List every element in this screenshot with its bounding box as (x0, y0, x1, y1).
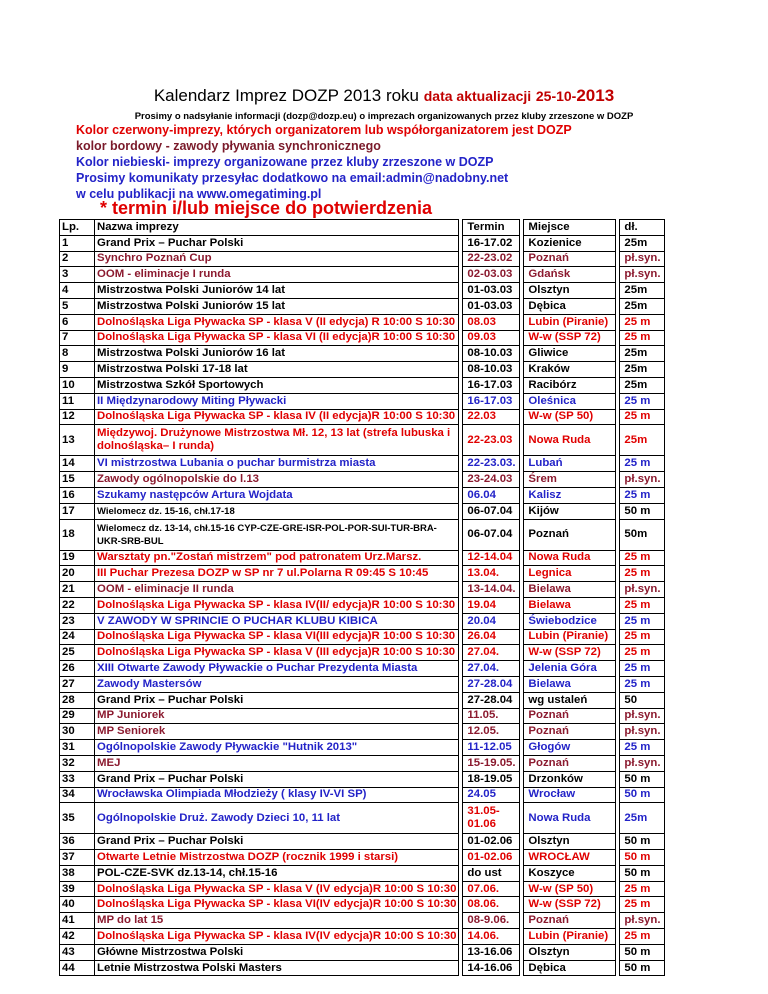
row-lp: 29 (60, 708, 95, 724)
row-term: 22.03 (463, 409, 520, 425)
table-row (60, 472, 665, 488)
row-name: OOM - eliminacje I runda (95, 267, 459, 283)
row-lp: 32 (60, 755, 95, 771)
row-place: Wrocław (524, 787, 616, 803)
table-row (60, 582, 665, 598)
row-lp: 36 (60, 834, 95, 850)
table-row (60, 771, 665, 787)
row-length: 50 (620, 692, 665, 708)
legend-line-publication: w celu publikacji na www.omegatiming.pl (76, 187, 322, 201)
table-row (60, 740, 665, 756)
row-name: Dolnośląska Liga Pływacka SP - klasa IV(IV edycja)R 10:00 S 10:30 (95, 929, 459, 945)
row-name: Mistrzostwa Polski Juniorów 14 lat (95, 283, 459, 299)
row-place: Lubań (524, 456, 616, 472)
row-lp: 25 (60, 645, 95, 661)
row-term: 24.05 (463, 787, 520, 803)
row-length: 25 m (620, 330, 665, 346)
row-name: Międzywoj. Drużynowe Mistrzostwa Mł. 12, 13 lat (strefa lubuska i dolnośląska– I runda) (95, 425, 459, 456)
row-term: 12-14.04 (463, 550, 520, 566)
row-term: 15-19.05. (463, 755, 520, 771)
table-row (60, 676, 665, 692)
row-name: II Międzynarodowy Miting Pływacki (95, 393, 459, 409)
row-term: 16-17.03 (463, 393, 520, 409)
row-place: Olsztyn (524, 944, 616, 960)
row-length: 25 m (620, 645, 665, 661)
row-term: 07.06. (463, 881, 520, 897)
row-term: 14.06. (463, 929, 520, 945)
row-name: Dolnośląska Liga Pływacka SP - klasa VI(III edycja)R 10:00 S 10:30 (95, 629, 459, 645)
row-lp: 19 (60, 550, 95, 566)
row-term: 13-16.06 (463, 944, 520, 960)
row-length: 25 m (620, 314, 665, 330)
row-name: Letnie Mistrzostwa Polski Masters (95, 960, 459, 976)
row-name: VI mistrzostwa Lubania o puchar burmistrza miasta (95, 456, 459, 472)
row-name: Grand Prix – Puchar Polski (95, 771, 459, 787)
col-header-lp: Lp. (60, 220, 95, 236)
col-header-name: Nazwa imprezy (95, 220, 459, 236)
row-lp: 37 (60, 850, 95, 866)
row-name: MP Juniorek (95, 708, 459, 724)
row-lp: 28 (60, 692, 95, 708)
table-row (60, 960, 665, 976)
row-place: Poznań (524, 251, 616, 267)
row-place: Legnica (524, 566, 616, 582)
row-term: 08-10.03 (463, 346, 520, 362)
row-lp: 14 (60, 456, 95, 472)
row-place: Drzonków (524, 771, 616, 787)
row-name: Wrocławska Olimpiada Młodzieży ( klasy IV-VI SP) (95, 787, 459, 803)
row-term: 12.05. (463, 724, 520, 740)
table-row (60, 235, 665, 251)
confirm-note: * termin i/lub miejsce do potwierdzenia (100, 198, 433, 218)
row-name: Synchro Poznań Cup (95, 251, 459, 267)
row-name: Grand Prix – Puchar Polski (95, 692, 459, 708)
row-place: W-w (SSP 72) (524, 897, 616, 913)
row-length: 50 m (620, 503, 665, 519)
row-lp: 35 (60, 803, 95, 834)
row-lp: 39 (60, 881, 95, 897)
table-row (60, 834, 665, 850)
row-length: 50 m (620, 944, 665, 960)
row-place: W-w (SP 50) (524, 881, 616, 897)
row-lp: 5 (60, 298, 95, 314)
row-place: wg ustaleń (524, 692, 616, 708)
row-term: 19.04 (463, 597, 520, 613)
table-row (60, 661, 665, 677)
table-row (60, 566, 665, 582)
row-place: Bielawa (524, 582, 616, 598)
row-lp: 1 (60, 235, 95, 251)
row-length: 25 m (620, 881, 665, 897)
row-lp: 13 (60, 425, 95, 456)
row-place: Poznań (524, 755, 616, 771)
row-name: Grand Prix – Puchar Polski (95, 834, 459, 850)
row-name: Szukamy następców Artura Wojdata (95, 487, 459, 503)
row-lp: 42 (60, 929, 95, 945)
update-date: 25-10- (535, 88, 577, 104)
row-place: Nowa Ruda (524, 425, 616, 456)
row-name: POL-CZE-SVK dz.13-14, chł.15-16 (95, 865, 459, 881)
row-length: pł.syn. (620, 267, 665, 283)
row-lp: 22 (60, 597, 95, 613)
row-place: Bielawa (524, 597, 616, 613)
row-name: Ogólnopolskie Druż. Zawody Dzieci 10, 11 lat (95, 803, 459, 834)
row-place: Nowa Ruda (524, 550, 616, 566)
row-length: 25 m (620, 613, 665, 629)
row-name: XIII Otwarte Zawody Pływackie o Puchar Prezydenta Miasta (95, 661, 459, 677)
row-lp: 33 (60, 771, 95, 787)
row-place: Poznań (524, 724, 616, 740)
row-length: pł.syn. (620, 472, 665, 488)
row-name: MP Seniorek (95, 724, 459, 740)
row-lp: 6 (60, 314, 95, 330)
table-row (60, 708, 665, 724)
row-length: 50 m (620, 865, 665, 881)
col-header-length: dł. (620, 220, 665, 236)
row-place: Dębica (524, 960, 616, 976)
row-place: Nowa Ruda (524, 803, 616, 834)
row-term: 20.04 (463, 613, 520, 629)
row-term: 01-02.06 (463, 850, 520, 866)
row-term: 13-14.04. (463, 582, 520, 598)
row-length: 50 m (620, 834, 665, 850)
row-length: 25m (620, 298, 665, 314)
row-place: W-w (SP 50) (524, 409, 616, 425)
subtitle: Prosimy o nadsyłanie informacji (dozp@dozp.eu) o imprezach organizowanych przez kluby zrzeszone w DOZP (134, 111, 634, 122)
row-name: Dolnośląska Liga Pływacka SP - klasa IV (II edycja)R 10:00 S 10:30 (95, 409, 459, 425)
row-lp: 11 (60, 393, 95, 409)
row-length: 25 m (620, 929, 665, 945)
row-lp: 41 (60, 913, 95, 929)
row-lp: 27 (60, 676, 95, 692)
row-name: Dolnośląska Liga Pływacka SP - klasa IV(II/ edycja)R 10:00 S 10:30 (95, 597, 459, 613)
row-place: Śrem (524, 472, 616, 488)
row-length: 25m (620, 283, 665, 299)
row-name: Mistrzostwa Szkół Sportowych (95, 377, 459, 393)
table-row (60, 425, 665, 456)
row-name: Warsztaty pn."Zostań mistrzem" pod patronatem Urz.Marsz. (95, 550, 459, 566)
row-lp: 31 (60, 740, 95, 756)
row-term: 06-07.04 (463, 519, 520, 550)
row-place: Dębica (524, 298, 616, 314)
table-row (60, 692, 665, 708)
row-name: Zawody Mastersów (95, 676, 459, 692)
row-length: 50m (620, 519, 665, 550)
row-lp: 30 (60, 724, 95, 740)
row-lp: 20 (60, 566, 95, 582)
table-row (60, 519, 665, 550)
row-place: Kozienice (524, 235, 616, 251)
row-lp: 2 (60, 251, 95, 267)
table-row (60, 503, 665, 519)
row-name: MP do lat 15 (95, 913, 459, 929)
table-row (60, 597, 665, 613)
row-length: 25 m (620, 456, 665, 472)
row-length: 25 m (620, 676, 665, 692)
row-name: Otwarte Letnie Mistrzostwa DOZP (rocznik 1999 i starsi) (95, 850, 459, 866)
table-row (60, 409, 665, 425)
row-place: W-w (SSP 72) (524, 645, 616, 661)
row-name: Wielomecz dz. 13-14, chł.15-16 CYP-CZE-GRE-ISR-POL-POR-SUI-TUR-BRA-UKR-SRB-BUL (95, 519, 459, 550)
row-term: 02-03.03 (463, 267, 520, 283)
table-row (60, 251, 665, 267)
table-row (60, 629, 665, 645)
row-lp: 18 (60, 519, 95, 550)
row-lp: 43 (60, 944, 95, 960)
row-term: 26.04 (463, 629, 520, 645)
row-term: 27-28.04 (463, 676, 520, 692)
row-term: do ust (463, 865, 520, 881)
row-length: pł.syn. (620, 724, 665, 740)
row-place: Jelenia Góra (524, 661, 616, 677)
row-term: 06.04 (463, 487, 520, 503)
table-row (60, 267, 665, 283)
row-length: pł.syn. (620, 251, 665, 267)
row-term: 31.05-01.06 (463, 803, 520, 834)
table-row (60, 550, 665, 566)
row-name: III Puchar Prezesa DOZP w SP nr 7 ul.Polarna R 09:45 S 10:45 (95, 566, 459, 582)
row-length: pł.syn. (620, 582, 665, 598)
row-name: Dolnośląska Liga Pływacka SP - klasa VI(IV edycja)R 10:00 S 10:30 (95, 897, 459, 913)
row-lp: 8 (60, 346, 95, 362)
row-name: V ZAWODY W SPRINCIE O PUCHAR KLUBU KIBICA (95, 613, 459, 629)
row-length: 25 m (620, 393, 665, 409)
row-length: 25m (620, 235, 665, 251)
row-term: 13.04. (463, 566, 520, 582)
row-name: Dolnośląska Liga Pływacka SP - klasa V (II edycja) R 10:00 S 10:30 (95, 314, 459, 330)
row-length: 25 m (620, 629, 665, 645)
row-term: 08-9.06. (463, 913, 520, 929)
row-name: Dolnośląska Liga Pływacka SP - klasa V (IV edycja)R 10:00 S 10:30 (95, 881, 459, 897)
table-row (60, 944, 665, 960)
legend-line-red: Kolor czerwony-imprezy, których organizatorem lub współorganizatorem jest DOZP (76, 123, 572, 137)
row-place: W-w (SSP 72) (524, 330, 616, 346)
col-header-place: Miejsce (524, 220, 616, 236)
row-place: Kraków (524, 362, 616, 378)
row-term: 16-17.03 (463, 377, 520, 393)
table-row (60, 645, 665, 661)
row-place: Lubin (Piranie) (524, 314, 616, 330)
row-place: Lubin (Piranie) (524, 929, 616, 945)
row-length: 25 m (620, 566, 665, 582)
table-row (60, 456, 665, 472)
row-length: 50 m (620, 850, 665, 866)
row-length: 50 m (620, 960, 665, 976)
row-term: 27.04. (463, 645, 520, 661)
row-length: pł.syn. (620, 708, 665, 724)
row-term: 22-23.03. (463, 456, 520, 472)
row-name: MEJ (95, 755, 459, 771)
row-length: 25 m (620, 550, 665, 566)
table-row (60, 298, 665, 314)
table-row (60, 897, 665, 913)
row-lp: 23 (60, 613, 95, 629)
row-lp: 16 (60, 487, 95, 503)
row-place: Kalisz (524, 487, 616, 503)
row-name: Dolnośląska Liga Pływacka SP - klasa V (III edycja)R 10:00 S 10:30 (95, 645, 459, 661)
table-row (60, 755, 665, 771)
row-length: 50 m (620, 771, 665, 787)
row-length: 25 m (620, 740, 665, 756)
row-length: 25m (620, 346, 665, 362)
row-name: Wielomecz dz. 15-16, chł.17-18 (95, 503, 459, 519)
row-place: Bielawa (524, 676, 616, 692)
color-legend (76, 122, 572, 202)
table-row (60, 393, 665, 409)
row-length: 25 m (620, 661, 665, 677)
row-lp: 26 (60, 661, 95, 677)
row-lp: 24 (60, 629, 95, 645)
row-lp: 40 (60, 897, 95, 913)
row-name: Główne Mistrzostwa Polski (95, 944, 459, 960)
row-name: Zawody ogólnopolskie do l.13 (95, 472, 459, 488)
row-term: 22-23.02 (463, 251, 520, 267)
row-term: 27-28.04 (463, 692, 520, 708)
row-place: Olsztyn (524, 834, 616, 850)
table-row (60, 724, 665, 740)
row-length: 25 m (620, 487, 665, 503)
table-row (60, 362, 665, 378)
table-row (60, 803, 665, 834)
row-place: Racibórz (524, 377, 616, 393)
row-term: 08-10.03 (463, 362, 520, 378)
row-term: 08.06. (463, 897, 520, 913)
row-length: 25m (620, 362, 665, 378)
row-term: 01-02.06 (463, 834, 520, 850)
row-lp: 21 (60, 582, 95, 598)
row-term: 08.03 (463, 314, 520, 330)
row-length: 25m (620, 377, 665, 393)
row-term: 09.03 (463, 330, 520, 346)
row-lp: 17 (60, 503, 95, 519)
row-lp: 9 (60, 362, 95, 378)
row-name: Ogólnopolskie Zawody Pływackie "Hutnik 2013" (95, 740, 459, 756)
table-row (60, 929, 665, 945)
table-row (60, 283, 665, 299)
row-place: Świebodzice (524, 613, 616, 629)
row-lp: 15 (60, 472, 95, 488)
row-place: Lubin (Piranie) (524, 629, 616, 645)
row-lp: 10 (60, 377, 95, 393)
row-length: 25 m (620, 897, 665, 913)
row-length: 25 m (620, 409, 665, 425)
col-header-term: Termin (463, 220, 520, 236)
row-place: Olsztyn (524, 283, 616, 299)
events-table (59, 219, 665, 976)
update-label: data aktualizacji (423, 88, 532, 104)
table-row (60, 314, 665, 330)
row-lp: 44 (60, 960, 95, 976)
row-length: 50 m (620, 787, 665, 803)
row-length: pł.syn. (620, 755, 665, 771)
row-place: Poznań (524, 913, 616, 929)
row-place: Oleśnica (524, 393, 616, 409)
legend-line-email: Prosimy komunikaty przesyłac dodatkowo na email:admin@nadobny.net (76, 171, 509, 185)
table-row (60, 865, 665, 881)
row-lp: 4 (60, 283, 95, 299)
row-lp: 38 (60, 865, 95, 881)
table-row (60, 377, 665, 393)
row-length: 25m (620, 803, 665, 834)
row-lp: 12 (60, 409, 95, 425)
update-year: 2013 (576, 86, 615, 105)
row-name: Mistrzostwa Polski Juniorów 16 lat (95, 346, 459, 362)
table-row (60, 487, 665, 503)
row-term: 23-24.03 (463, 472, 520, 488)
row-place: Koszyce (524, 865, 616, 881)
row-length: 25 m (620, 597, 665, 613)
table-header-row (60, 220, 665, 236)
row-place: Gliwice (524, 346, 616, 362)
row-place: Poznań (524, 708, 616, 724)
row-name: OOM - eliminacje II runda (95, 582, 459, 598)
row-lp: 34 (60, 787, 95, 803)
row-place: Poznań (524, 519, 616, 550)
row-place: Kijów (524, 503, 616, 519)
table-row (60, 787, 665, 803)
table-row (60, 913, 665, 929)
row-place: Głogów (524, 740, 616, 756)
table-row (60, 850, 665, 866)
table-row (60, 881, 665, 897)
row-name: Mistrzostwa Polski Juniorów 15 lat (95, 298, 459, 314)
row-name: Grand Prix – Puchar Polski (95, 235, 459, 251)
row-term: 01-03.03 (463, 283, 520, 299)
table-row (60, 613, 665, 629)
row-term: 01-03.03 (463, 298, 520, 314)
row-term: 06-07.04 (463, 503, 520, 519)
row-term: 16-17.02 (463, 235, 520, 251)
row-term: 27.04. (463, 661, 520, 677)
row-name: Mistrzostwa Polski 17-18 lat (95, 362, 459, 378)
title-text: Kalendarz Imprez DOZP 2013 roku (153, 86, 420, 105)
row-place: Gdańsk (524, 267, 616, 283)
table-row (60, 346, 665, 362)
row-term: 11-12.05 (463, 740, 520, 756)
row-term: 14-16.06 (463, 960, 520, 976)
row-term: 18-19.05 (463, 771, 520, 787)
row-lp: 7 (60, 330, 95, 346)
row-place: WROCŁAW (524, 850, 616, 866)
page-title (0, 86, 768, 106)
row-length: 25m (620, 425, 665, 456)
legend-line-blue: Kolor niebieski- imprezy organizowane przez kluby zrzeszone w DOZP (76, 155, 494, 169)
row-lp: 3 (60, 267, 95, 283)
legend-line-bordeaux: kolor bordowy - zawody pływania synchronicznego (76, 139, 381, 153)
row-term: 22-23.03 (463, 425, 520, 456)
row-length: pł.syn. (620, 913, 665, 929)
row-term: 11.05. (463, 708, 520, 724)
table-row (60, 330, 665, 346)
row-name: Dolnośląska Liga Pływacka SP - klasa VI (II edycja)R 10:00 S 10:30 (95, 330, 459, 346)
